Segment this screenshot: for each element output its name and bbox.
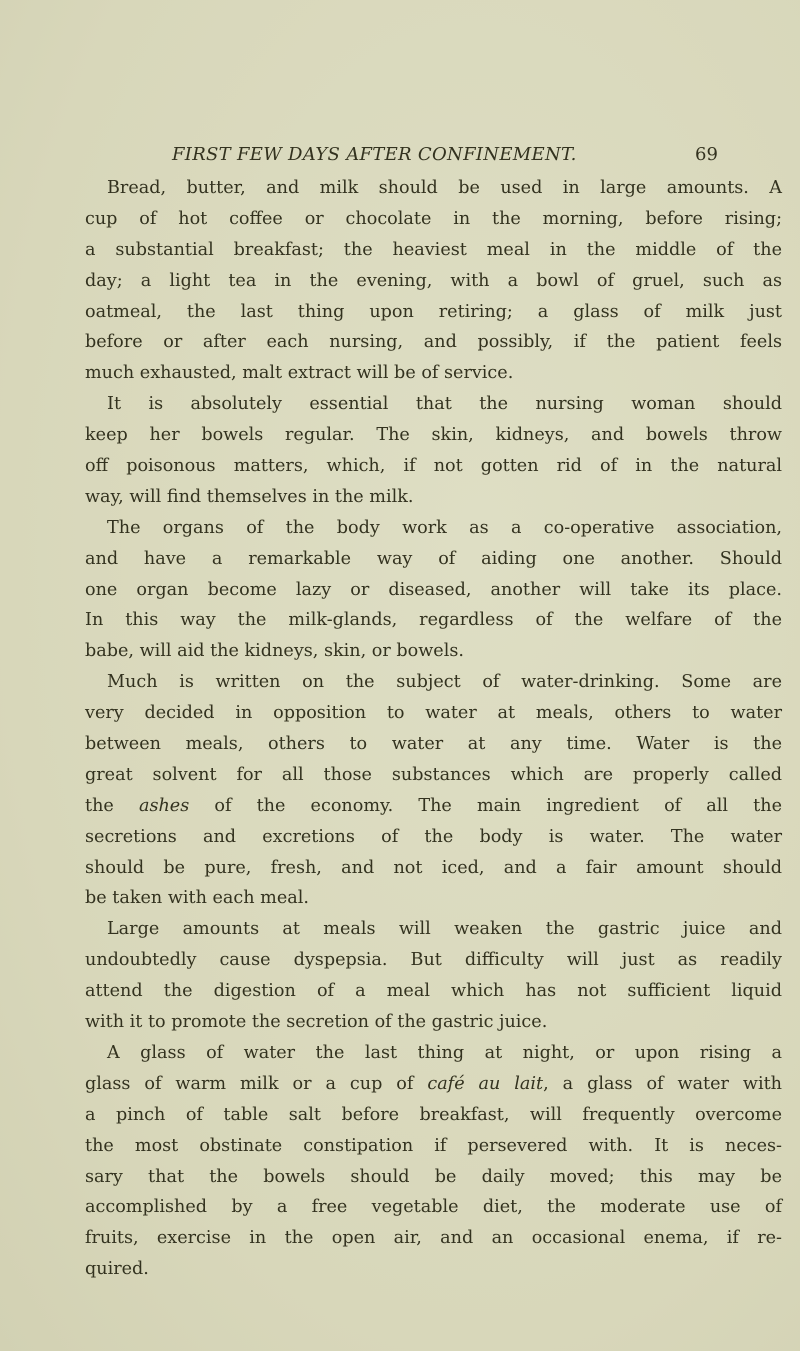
text-line: fruits, exercise in the open air, and an occasional enema, if re- [85, 1228, 782, 1249]
text-line: In this way the milk-glands, regardless of the welfare of the [85, 610, 782, 631]
paragraph [85, 389, 782, 513]
text-line: off poisonous matters, which, if not gotten rid of in the natural [85, 456, 782, 477]
text-line: way, will find themselves in the milk. [85, 486, 414, 507]
text-line: keep her bowels regular. The skin, kidneys, and bowels throw [85, 425, 782, 446]
text-line: secretions and excretions of the body is water. The water [85, 826, 782, 847]
text-line: much exhausted, malt extract will be of service. [85, 363, 514, 384]
text-line: oatmeal, the last thing upon retiring; a glass of milk just [85, 301, 782, 322]
text-line: the most obstinate constipation if persevered with. It is neces- [85, 1135, 782, 1156]
text-line: A glass of water the last thing at night, or upon rising a [107, 1042, 782, 1063]
text-line [85, 791, 782, 822]
text-line: Large amounts at meals will weaken the gastric juice and [107, 919, 782, 940]
text-line: cup of hot coffee or chocolate in the morning, before rising; [85, 208, 782, 229]
paragraph [85, 513, 782, 667]
italic-text: ashes [138, 795, 190, 816]
text-line: quired. [85, 1259, 149, 1280]
text-line [85, 1069, 782, 1100]
text-line: very decided in opposition to water at meals, others to water [85, 703, 782, 724]
italic-text: café au lait [427, 1073, 544, 1094]
text-line: undoubtedly cause dyspepsia. But difficulty will just as readily [85, 950, 782, 971]
paragraph [85, 667, 782, 914]
text-segment: glass of warm milk or a cup of [85, 1073, 428, 1094]
paragraph [85, 914, 782, 1038]
text-line: one organ become lazy or diseased, another will take its place. [85, 579, 782, 600]
text-line: babe, will aid the kidneys, skin, or bowels. [85, 641, 464, 662]
text-line: between meals, others to water at any time. Water is the [85, 734, 782, 755]
text-line: attend the digestion of a meal which has not sufficient liquid [85, 981, 782, 1002]
text-line: day; a light tea in the evening, with a bowl of gruel, such as [85, 270, 782, 291]
text-line: sary that the bowels should be daily moved; this may be [85, 1166, 782, 1187]
text-line: with it to promote the secretion of the gastric juice. [85, 1012, 548, 1033]
text-line: a substantial breakfast; the heaviest meal in the middle of the [85, 239, 782, 260]
text-segment: the [85, 795, 139, 816]
paragraph [85, 1038, 782, 1285]
text-line: great solvent for all those substances which are properly called [85, 764, 782, 785]
text-line: and have a remarkable way of aiding one another. Should [85, 548, 782, 569]
text-line: Bread, butter, and milk should be used in large amounts. A [107, 178, 782, 198]
text-line: The organs of the body work as a co-operative association, [107, 517, 782, 538]
page-body-text [85, 173, 782, 1285]
text-segment: , a glass of water with [543, 1073, 782, 1094]
text-line: accomplished by a free vegetable diet, the moderate use of [85, 1197, 782, 1218]
text-line: Much is written on the subject of water-drinking. Some are [107, 672, 782, 693]
text-line: It is absolutely essential that the nursing woman should [107, 394, 782, 415]
text-line: should be pure, fresh, and not iced, and a fair amount should [85, 857, 782, 878]
page-number: 69 [695, 144, 718, 165]
text-line: before or after each nursing, and possibly, if the patient feels [85, 332, 782, 353]
paragraph [85, 173, 782, 389]
text-line: be taken with each meal. [85, 888, 309, 909]
running-head: FIRST FEW DAYS AFTER CONFINEMENT. [172, 144, 577, 165]
text-segment: of the economy. The main ingredient of all the [189, 795, 782, 816]
text-line: a pinch of table salt before breakfast, will frequently overcome [85, 1104, 782, 1125]
